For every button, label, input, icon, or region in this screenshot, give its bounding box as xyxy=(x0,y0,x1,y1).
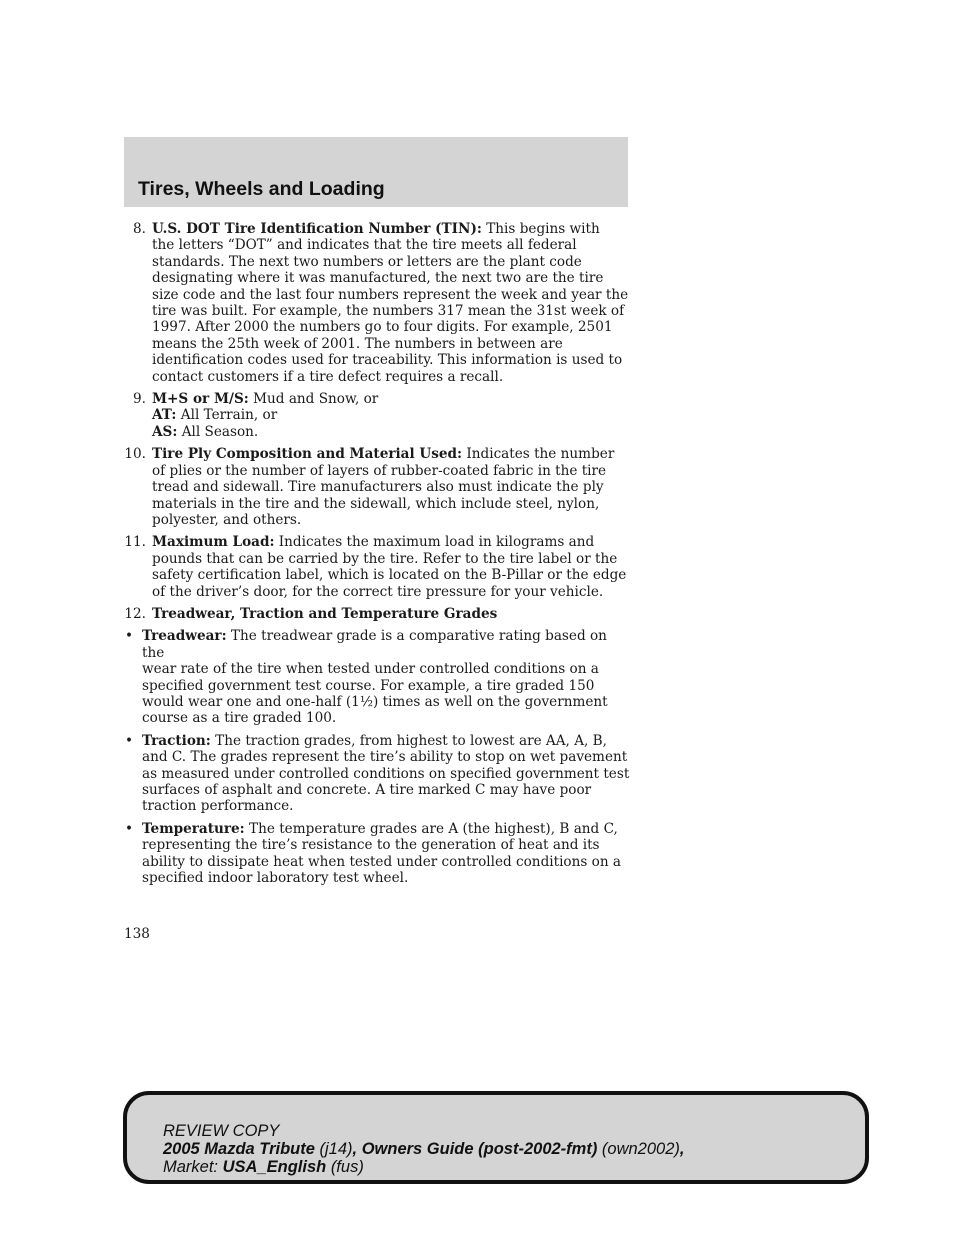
item-number: 9. xyxy=(133,391,146,408)
bullet-icon: • xyxy=(125,820,134,837)
list-item-11: 11. Maximum Load: Indicates the maximum load in kilograms and pounds that can be carried by the tire. Refer to the tire label or the safety certification label, which is located on the B-Pillar or the edge of the driver’s door, for the correct tire pressure for your vehicle. xyxy=(124,534,627,600)
bullet-item-treadwear: • Treadwear: The treadwear grade is a comparative rating based on the wear rate of the tire when tested under controlled conditions on a specified government test course. For example, a tire graded 150 would wear one and one-half (1½) times as well on the government course as a tire graded 100. xyxy=(125,628,608,727)
item-term: U.S. DOT Tire Identification Number (TIN): xyxy=(152,221,482,237)
item-number: 12. xyxy=(124,605,146,622)
market-name: USA_English xyxy=(222,1158,327,1176)
item-term: M+S or M/S: xyxy=(152,391,249,408)
bullet-term: Temperature: xyxy=(142,820,245,837)
item-number: 10. xyxy=(124,446,146,463)
list-item-10: 10. Tire Ply Composition and Material Used: Indicates the number of plies or the number of layers of rubber-coated fabric in the tire tread and sidewall. Tire manufacturers also must indicate the ply materials in the tire and the sidewall, which include steel, nylon, polyester, and others. xyxy=(124,446,615,528)
bullet-icon: • xyxy=(125,732,134,749)
vehicle-name: 2005 Mazda Tribute xyxy=(163,1140,315,1158)
bullet-term: Traction: xyxy=(142,732,211,749)
item-term: Tire Ply Composition and Material Used: xyxy=(152,446,463,463)
review-copy-box xyxy=(123,1091,869,1184)
bullet-item-temperature: • Temperature: The temperature grades are A (the highest), B and C, representing the tire’s resistance to the generation of heat and its ability to dissipate heat when tested under controlled conditions on a specified indoor laboratory test wheel. xyxy=(125,820,622,887)
bullet-term: Treadwear: xyxy=(142,628,227,645)
bullet-icon: • xyxy=(125,628,134,645)
item-term: Maximum Load: xyxy=(152,534,275,551)
item-term: Treadwear, Traction and Temperature Grades xyxy=(152,605,498,622)
list-item-8: 8. U.S. DOT Tire Identification Number (TIN): This begins with the letters “DOT” and indicates that the tire meets all federal standards. The next two numbers or letters are the plant code designating where it was manufactured, the next two are the tire size code and the last four numbers represent the week and year the tire was built. For example, the numbers 317 mean the 31st week of 1997. After 2000 the numbers go to four digits. For example, 2501 means the 25th week of 2001. The numbers in between are identification codes used for traceability. This information is used to contact customers if a tire defect requires a recall. xyxy=(124,221,630,385)
item-number: 8. xyxy=(133,221,146,237)
review-label: REVIEW COPY xyxy=(163,1122,280,1140)
list-item-12 xyxy=(124,606,630,622)
list-item-9: 9. M+S or M/S: Mud and Snow, or AT: All Terrain, or AS: All Season. xyxy=(124,391,630,440)
guide-name: Owners Guide (post-2002-fmt) xyxy=(361,1140,598,1158)
page-number: 138 xyxy=(124,926,150,942)
page-content xyxy=(124,221,630,892)
review-copy-text: REVIEW COPY 2005 Mazda Tribute (j14), Owners Guide (post-2002-fmt) (own2002), Market: USA_English (fus) xyxy=(163,1122,685,1176)
item-number: 11. xyxy=(124,534,146,551)
bullet-item-traction: • Traction: The traction grades, from highest to lowest are AA, A, B, and C. The grades represent the tire’s ability to stop on wet pavement as measured under controlled conditions on specified government test surfaces of asphalt and concrete. A tire marked C may have poor traction performance. xyxy=(125,732,630,815)
section-title: Tires, Wheels and Loading xyxy=(138,178,385,200)
section-header-band xyxy=(124,137,628,207)
